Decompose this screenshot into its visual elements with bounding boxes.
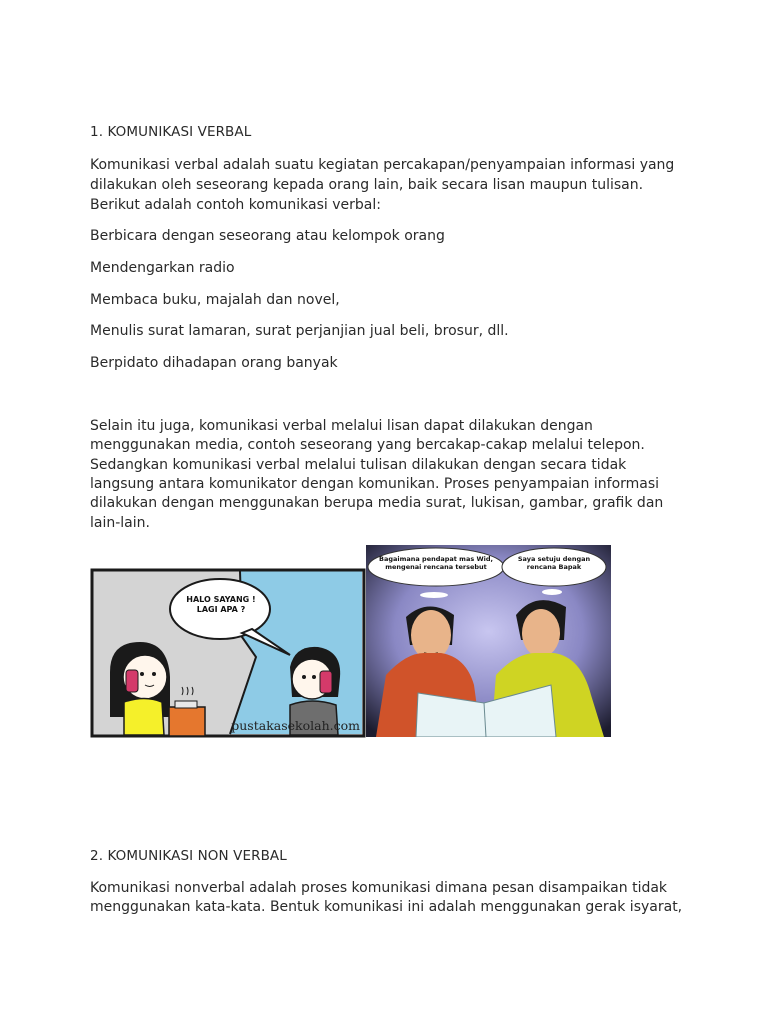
section2-intro-line-2: menggunakan kata-kata. Bentuk komunikasi ini adalah menggunakan gerak isyarat, — [90, 899, 683, 915]
detail-line: dilakukan dengan menggunakan berupa media surat, lukisan, gambar, grafik dan — [90, 495, 664, 511]
watermark-text: pustakasekolah.com — [231, 718, 360, 733]
section1-heading: 1. KOMUNIKASI VERBAL — [90, 124, 252, 140]
speech-bubble-text: HALO SAYANG ! LAGI APA ? — [186, 595, 256, 614]
discussion-comic-art — [366, 545, 611, 737]
discussion-illustration — [366, 545, 611, 737]
detail-line: Selain itu juga, komunikasi verbal melalui lisan dapat dilakukan dengan — [90, 418, 593, 434]
section1-intro-line-1: Komunikasi verbal adalah suatu kegiatan percakapan/penyampaian informasi yang — [90, 157, 675, 173]
section2-heading: 2. KOMUNIKASI NON VERBAL — [90, 848, 287, 864]
example-item: Menulis surat lamaran, surat perjanjian jual beli, brosur, dll. — [90, 323, 509, 339]
phone-conversation-illustration — [90, 567, 366, 738]
section1-intro-line-3: Berikut adalah contoh komunikasi verbal: — [90, 197, 381, 213]
speech-bubble-left-text: Bagaimana pendapat mas Wid, mengenai rencana tersebut — [379, 555, 493, 572]
detail-line: lain-lain. — [90, 515, 150, 531]
example-item: Membaca buku, majalah dan novel, — [90, 292, 340, 308]
section1-intro-line-2: dilakukan oleh seseorang kepada orang lain, baik secara lisan maupun tulisan. — [90, 177, 644, 193]
example-item: Berbicara dengan seseorang atau kelompok orang — [90, 228, 445, 244]
phone-comic-art — [90, 567, 366, 738]
detail-line: Sedangkan komunikasi verbal melalui tulisan dilakukan dengan secara tidak — [90, 457, 627, 473]
section2-intro-line-1: Komunikasi nonverbal adalah proses komunikasi dimana pesan disampaikan tidak — [90, 880, 668, 896]
detail-line: langsung antara komunikator dengan komunikan. Proses penyampaian informasi — [90, 476, 660, 492]
example-item: Mendengarkan radio — [90, 260, 235, 276]
speech-bubble-right-text: Saya setuju dengan rencana Bapak — [517, 555, 591, 572]
detail-line: menggunakan media, contoh seseorang yang bercakap-cakap melalui telepon. — [90, 437, 645, 453]
example-item: Berpidato dihadapan orang banyak — [90, 355, 338, 371]
